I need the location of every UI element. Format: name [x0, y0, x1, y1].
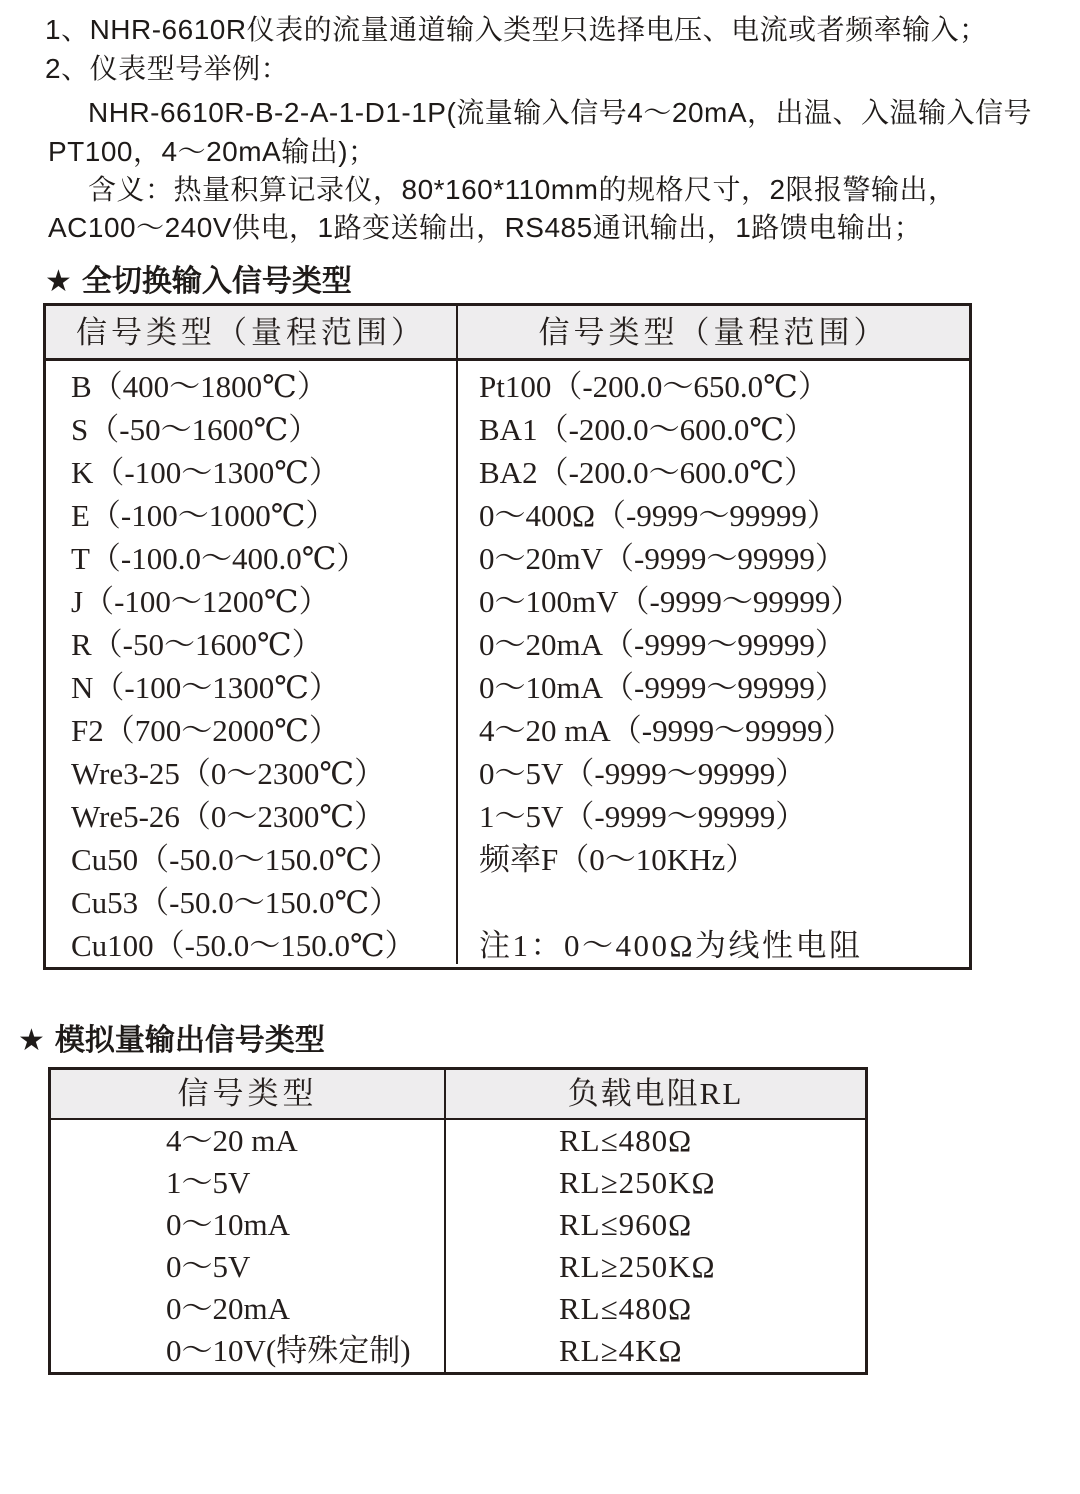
input-table-header-left: 信号类型（量程范围）	[46, 306, 458, 358]
table-row: J（-100～1200℃）	[71, 584, 330, 619]
load-cell: RL≥250KΩ	[559, 1249, 716, 1285]
table-row: Pt100（-200.0～650.0℃）	[479, 369, 829, 404]
output-table-header-row	[51, 1070, 865, 1120]
output-table-header-load: 负载电阻RL	[567, 1076, 744, 1111]
table-row: S（-50～1600℃）	[71, 412, 320, 447]
section2-title: 模拟量输出信号类型	[54, 1024, 325, 1057]
table-row: Wre3-25（0～2300℃）	[71, 756, 386, 791]
table-row: 0～10mA（-9999～99999）	[479, 670, 846, 705]
table-row: 0～100mV（-9999～99999）	[479, 584, 862, 619]
star-icon: ★	[18, 1024, 45, 1057]
intro-line-5: 含义：热量积算记录仪，80*160*110mm的规格尺寸，2限报警输出，	[88, 174, 957, 205]
star-icon: ★	[45, 265, 72, 298]
table-row	[51, 1120, 865, 1162]
load-cell: RL≥4KΩ	[559, 1333, 683, 1369]
output-table-header-signal: 信号类型	[51, 1070, 446, 1118]
signal-cell: 0～10V(特殊定制)	[51, 1330, 446, 1372]
section1-heading	[45, 256, 352, 300]
table-row: 1～5V（-9999～99999）	[479, 799, 807, 834]
table-row: 0～400Ω（-9999～99999）	[479, 498, 838, 533]
intro-line-1: 1、NHR-6610R仪表的流量通道输入类型只选择电压、电流或者频率输入；	[45, 14, 988, 45]
table-row-spacer	[479, 881, 969, 924]
table-row: 0～20mV（-9999～99999）	[479, 541, 846, 576]
signal-cell: 0～10mA	[51, 1204, 446, 1246]
table-row: 频率F（0～10KHz）	[479, 842, 757, 877]
table-row: N（-100～1300℃）	[71, 670, 340, 705]
table-row: BA2（-200.0～600.0℃）	[479, 455, 816, 490]
table-row	[51, 1246, 865, 1288]
table-row: 4～20 mA（-9999～99999）	[479, 713, 854, 748]
table-row	[51, 1204, 865, 1246]
section1-title: 全切换输入信号类型	[81, 265, 352, 298]
table-row: Wre5-26（0～2300℃）	[71, 799, 386, 834]
table-row: Cu53（-50.0～150.0℃）	[71, 885, 401, 920]
load-cell: RL≤480Ω	[559, 1291, 693, 1327]
table-row: E（-100～1000℃）	[71, 498, 337, 533]
load-cell: RL≥250KΩ	[559, 1165, 716, 1201]
input-table-body	[46, 361, 969, 964]
input-signal-table	[43, 303, 972, 970]
intro-line-2: 2、仪表型号举例：	[45, 53, 290, 84]
signal-cell: 0～5V	[51, 1246, 446, 1288]
input-table-left-column	[46, 361, 458, 964]
signal-cell: 4～20 mA	[51, 1120, 446, 1162]
signal-cell: 1～5V	[51, 1162, 446, 1204]
intro-line-4: PT100，4～20mA输出)；	[48, 136, 377, 167]
table-row: K（-100～1300℃）	[71, 455, 340, 490]
input-table-header-row	[46, 306, 969, 361]
table-row: B（400～1800℃）	[71, 369, 328, 404]
table-row: BA1（-200.0～600.0℃）	[479, 412, 816, 447]
table-row: F2（700～2000℃）	[71, 713, 340, 748]
table-row	[51, 1330, 865, 1372]
table-row	[51, 1162, 865, 1204]
table-row: Cu100（-50.0～150.0℃）	[71, 928, 416, 963]
table-row	[51, 1288, 865, 1330]
table-note: 注1：0～400Ω为线性电阻	[479, 928, 863, 963]
table-row: 0～5V（-9999～99999）	[479, 756, 807, 791]
intro-line-3: NHR-6610R-B-2-A-1-D1-1P(流量输入信号4～20mA，出温、入温输入信号	[88, 97, 1033, 128]
input-table-right-column	[458, 361, 969, 964]
output-signal-table	[48, 1067, 868, 1375]
table-row: 0～20mA（-9999～99999）	[479, 627, 846, 662]
table-row: Cu50（-50.0～150.0℃）	[71, 842, 401, 877]
input-table-header-right: 信号类型（量程范围）	[538, 315, 889, 350]
signal-cell: 0～20mA	[51, 1288, 446, 1330]
output-table-body	[51, 1120, 865, 1373]
table-row: T（-100.0～400.0℃）	[71, 541, 368, 576]
load-cell: RL≤960Ω	[559, 1207, 693, 1243]
intro-line-6: AC100～240V供电，1路变送输出，RS485通讯输出，1路馈电输出；	[48, 212, 923, 243]
load-cell: RL≤480Ω	[559, 1123, 693, 1158]
section2-heading	[18, 1015, 325, 1059]
table-row: R（-50～1600℃）	[71, 627, 323, 662]
